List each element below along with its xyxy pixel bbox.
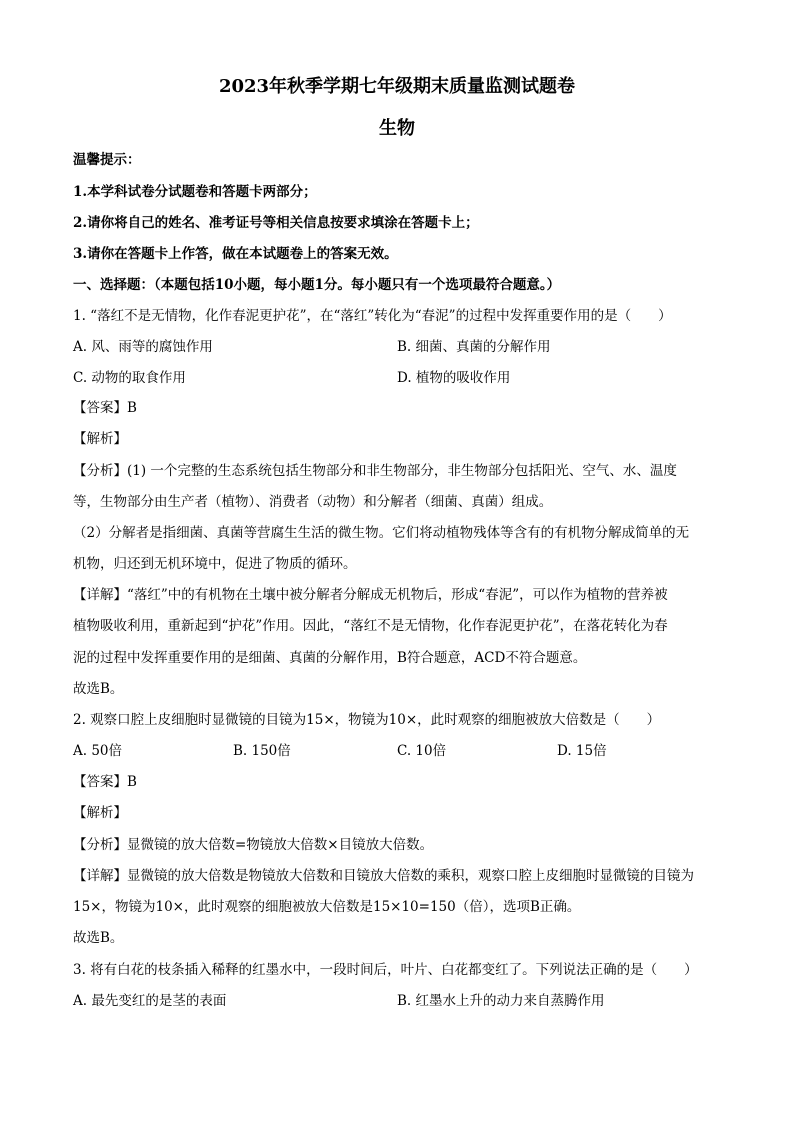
subject-title: 生物: [379, 118, 415, 139]
question-3-stem: 3. 将有白花的枝条插入稀释的红墨水中，一段时间后，叶片、白花都变红了。下列说法正确的是（ ）: [73, 962, 698, 978]
question-2-option-a: A. 50倍: [73, 743, 123, 759]
notice-item-2: 2.请你将自己的姓名、准考证号等相关信息按要求填涂在答题卡上；: [73, 215, 479, 231]
exam-title: 2023年秋季学期七年级期末质量监测试题卷: [218, 76, 576, 97]
question-2-analysis-line: 【分析】显微镜的放大倍数=物镜放大倍数×目镜放大倍数。: [73, 837, 434, 853]
question-1-option-b: B. 细菌、真菌的分解作用: [397, 339, 551, 355]
question-1-detail-line: 泥的过程中发挥重要作用的是细菌、真菌的分解作用，B符合题意，ACD不符合题意。: [73, 650, 587, 666]
question-2-option-d: D. 15倍: [557, 743, 607, 759]
question-1-answer: 【答案】B: [73, 400, 137, 416]
question-2-conclusion: 故选B。: [73, 930, 124, 946]
question-1-conclusion: 故选B。: [73, 681, 124, 697]
question-3-option-a: A. 最先变红的是茎的表面: [73, 993, 227, 1009]
question-1-analysis-line: （2）分解者是指细菌、真菌等营腐生生活的微生物。它们将动植物残体等含有的有机物分解成简单的无: [73, 525, 690, 541]
notice-item-1: 1.本学科试卷分试题卷和答题卡两部分；: [73, 184, 317, 200]
question-2-option-c: C. 10倍: [397, 743, 447, 759]
section-heading: 一、选择题：（本题包括10小题，每小题1分。每小题只有一个选项最符合题意。）: [73, 277, 561, 293]
question-1-option-d: D. 植物的吸收作用: [397, 370, 511, 386]
question-2-option-b: B. 150倍: [233, 743, 291, 759]
question-1-stem: 1. “落红不是无情物，化作春泥更护花”，在“落红”转化为“春泥”的过程中发挥重要作用的是（ ）: [73, 308, 672, 324]
question-2-stem: 2. 观察口腔上皮细胞时显微镜的目镜为15×，物镜为10×，此时观察的细胞被放大倍数是（ ）: [73, 712, 661, 728]
question-1-option-a: A. 风、雨等的腐蚀作用: [73, 339, 213, 355]
question-1-analysis-line: 【分析】(1) 一个完整的生态系统包括生物部分和非生物部分，非生物部分包括阳光、空气、水、温度: [73, 463, 677, 479]
notice-item-3: 3.请你在答题卡上作答，做在本试题卷上的答案无效。: [73, 246, 398, 262]
question-2-analysis-label: 【解析】: [73, 805, 127, 821]
question-1-option-c: C. 动物的取食作用: [73, 370, 186, 386]
question-1-detail-line: 【详解】“落红”中的有机物在土壤中被分解者分解成无机物后，形成“春泥”，可以作为植物的营养被: [73, 587, 668, 603]
question-1-detail-line: 植物吸收利用，重新起到“护花”作用。因此，“落红不是无情物，化作春泥更护花”，在落花转化为春: [73, 618, 668, 634]
question-2-detail-line: 15×，物镜为10×，此时观察的细胞被放大倍数是15×10=150（倍），选项B正确。: [73, 899, 581, 915]
question-3-option-b: B. 红墨水上升的动力来自蒸腾作用: [397, 993, 605, 1009]
notice-heading: 温馨提示：: [73, 152, 141, 168]
question-1-analysis-line: 等，生物部分由生产者（植物）、消费者（动物）和分解者（细菌、真菌）组成。: [73, 494, 553, 510]
question-2-answer: 【答案】B: [73, 774, 137, 790]
question-1-analysis-label: 【解析】: [73, 431, 127, 447]
question-2-detail-line: 【详解】显微镜的放大倍数是物镜放大倍数和目镜放大倍数的乘积，观察口腔上皮细胞时显微镜的目镜为: [73, 868, 694, 884]
question-1-analysis-line: 机物，归还到无机环境中，促进了物质的循环。: [73, 556, 357, 572]
